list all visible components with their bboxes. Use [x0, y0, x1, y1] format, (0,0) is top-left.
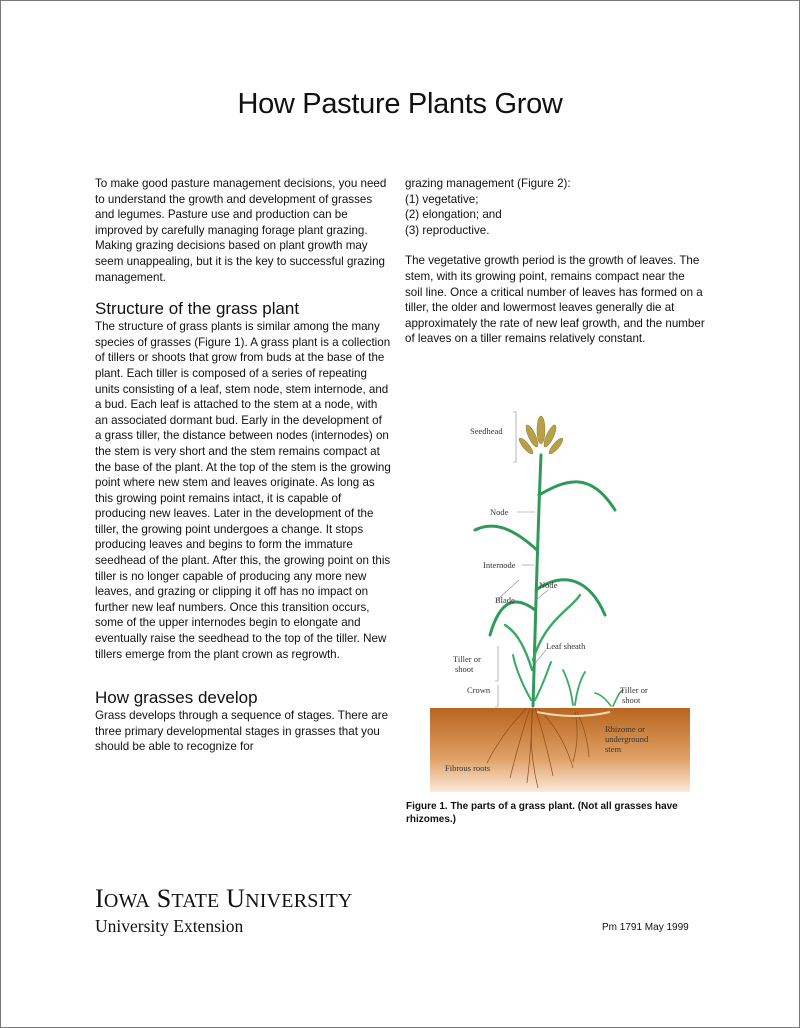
seedhead — [517, 416, 564, 456]
heading-develop: How grasses develop — [95, 688, 258, 708]
continued-text: grazing management (Figure 2): — [405, 177, 571, 190]
label-blade: Blade — [495, 595, 515, 605]
intro-paragraph: To make good pasture management decisions, you need to understand the growth and development of grasses and legumes. Pasture use and production can be improved by carefully managing forage plant grazing. Making grazing decisions based on plant growth may seem unappealing, but it is the key to successful grazing management. — [95, 177, 387, 284]
extension-name: University Extension — [95, 916, 244, 936]
right-column — [405, 176, 705, 347]
stage-1: (1) vegetative; — [405, 192, 479, 206]
label-tiller-right-2: shoot — [622, 695, 641, 705]
label-leaf-sheath: Leaf sheath — [546, 641, 586, 651]
page-title: How Pasture Plants Grow — [237, 88, 563, 120]
grass-plant-figure — [405, 400, 705, 792]
label-fibrous-roots: Fibrous roots — [445, 763, 491, 773]
label-tiller-left-2: shoot — [455, 664, 474, 674]
publication-number: Pm 1791 May 1999 — [602, 922, 689, 933]
left-column — [95, 176, 391, 755]
label-rhizome-3: stem — [605, 744, 622, 754]
label-tiller-left-1: Tiller or — [453, 654, 481, 664]
heading-structure: Structure of the grass plant — [95, 299, 300, 319]
label-internode: Internode — [483, 560, 516, 570]
soil — [430, 708, 690, 792]
label-tiller-right-1: Tiller or — [620, 685, 648, 695]
label-rhizome-2: underground — [605, 734, 649, 744]
university-name: IOWA STATE UNIVERSITY — [95, 884, 353, 913]
develop-paragraph: Grass develops through a sequence of stages. There are three primary developmental stages in grasses that you should be able to recognize for — [95, 709, 389, 754]
label-seedhead: Seedhead — [470, 426, 503, 436]
label-node-upper: Node — [490, 507, 509, 517]
structure-paragraph: The structure of grass plants is similar among the many species of grasses (Figure 1). A grass plant is a collection of tillers or shoots that grow from buds at the base of the plant. Each tiller is composed of a series of repeating units consisting of a leaf, stem node, stem internode, and a bud. Each leaf is attached to the stem at a node, with an associated dormant bud. Early in the development of a grass tiller, the distance between nodes (internodes) on the stem is very short and the stem remains compact at the base of the plant. At the top of the stem is the growing point where new stem and leaves originate. As long as this growing point remains intact, it is capable of producing new leaves. Later in the development of the tiller, the growing point undergoes a change. It stops producing leaves and begins to form the immature seedhead of the plant. After this, the growing point on this tiller is no longer capable of producing any more new leaves, and grazing or clipping it off has no impact on further new leaf numbers. Once this transition occurs, some of the upper internodes begin to elongate and eventually raise the seedhead to the top of the tiller. New tillers emerge from the plant crown as regrowth. — [95, 320, 391, 661]
label-crown: Crown — [467, 685, 491, 695]
figure-caption: Figure 1. The parts of a grass plant. (Not all grasses have rhizomes.) — [406, 801, 678, 825]
label-rhizome-1: Rhizome or — [605, 724, 645, 734]
stage-2: (2) elongation; and — [405, 208, 502, 222]
stage-3: (3) reproductive. — [405, 223, 490, 237]
vegetative-paragraph: The vegetative growth period is the growth of leaves. The stem, with its growing point, remains compact near the soil line. Once a critical number of leaves has formed on a tiller, the older and lowermost leaves generally die at approximately the rate of new leaf growth, and the number of leaves on a tiller remains relatively constant. — [405, 254, 705, 346]
isu-logo — [95, 884, 353, 936]
label-node-lower: Node — [539, 580, 558, 590]
